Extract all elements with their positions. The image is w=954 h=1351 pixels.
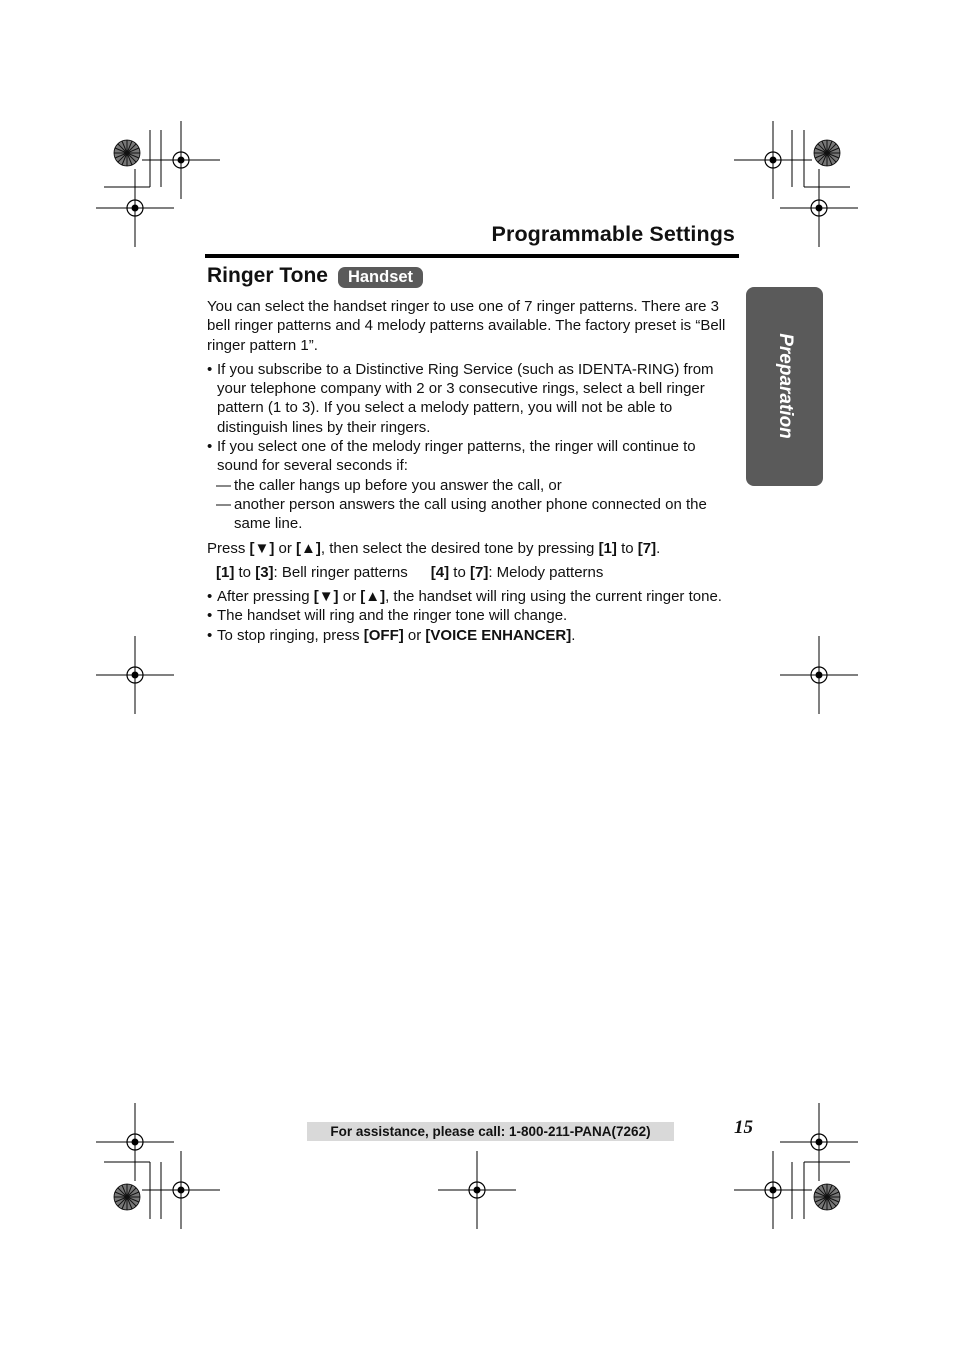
heading-row (207, 264, 423, 288)
bullet-melody-continue: • If you select one of the melody ringer patterns, the ringer will continue to sound for several seconds if: (207, 437, 737, 476)
preparation-tab-label: Preparation (775, 333, 796, 439)
crop-marks (104, 130, 850, 1219)
key-7: [7] (637, 539, 657, 557)
press-instruction: Press [▼] or [▲], then select the desired tone by pressing [1] to [7]. (207, 539, 661, 557)
down-key: [▼] (249, 539, 275, 557)
dash-caller-hangs-up: — the caller hangs up before you answer the call, or (207, 476, 737, 495)
intro-paragraph: You can select the handset ringer to use one of 7 ringer patterns. There are 3 bell ringer patterns and 4 melody patterns available. The factory preset is “Bell ringer pattern 1”. (207, 298, 726, 354)
bullet-stop-ringing: • To stop ringing, press [OFF] or [VOICE ENHANCER]. (207, 626, 737, 645)
key-1: [1] (598, 539, 617, 557)
bullet-distinctive-ring: • If you subscribe to a Distinctive Ring Service (such as IDENTA-RING) from your telephone company with 2 or 3 consecutive rings, select a bell ringer pattern (1 to 3). If you select a melody pattern, you will not be able to distinguish lines by their ringers. (207, 360, 737, 437)
title-rule (205, 254, 739, 258)
pattern-key-legend (207, 563, 737, 582)
page-number: 15 (734, 1117, 753, 1138)
body-text (207, 297, 737, 645)
handset-badge: Handset (338, 267, 423, 288)
bell-patterns-legend: [1] to [3]: Bell ringer patterns (216, 563, 408, 581)
voice-enhancer-key: [VOICE ENHANCER] (425, 626, 572, 644)
assistance-footer: For assistance, please call: 1-800-211-PANA(7262) (307, 1122, 674, 1141)
dash-another-person: — another person answers the call using another phone connected on the same line. (207, 495, 737, 534)
section-title: Programmable Settings (491, 222, 735, 246)
bullet-after-pressing: • After pressing [▼] or [▲], the handset will ring using the current ringer tone. (207, 587, 737, 606)
off-key: [OFF] (363, 626, 404, 644)
bullet-handset-ring: • The handset will ring and the ringer tone will change. (207, 606, 737, 625)
ringer-tone-heading: Ringer Tone (207, 264, 328, 287)
up-key: [▲] (296, 539, 321, 557)
melody-patterns-legend: [4] to [7]: Melody patterns (430, 563, 604, 581)
